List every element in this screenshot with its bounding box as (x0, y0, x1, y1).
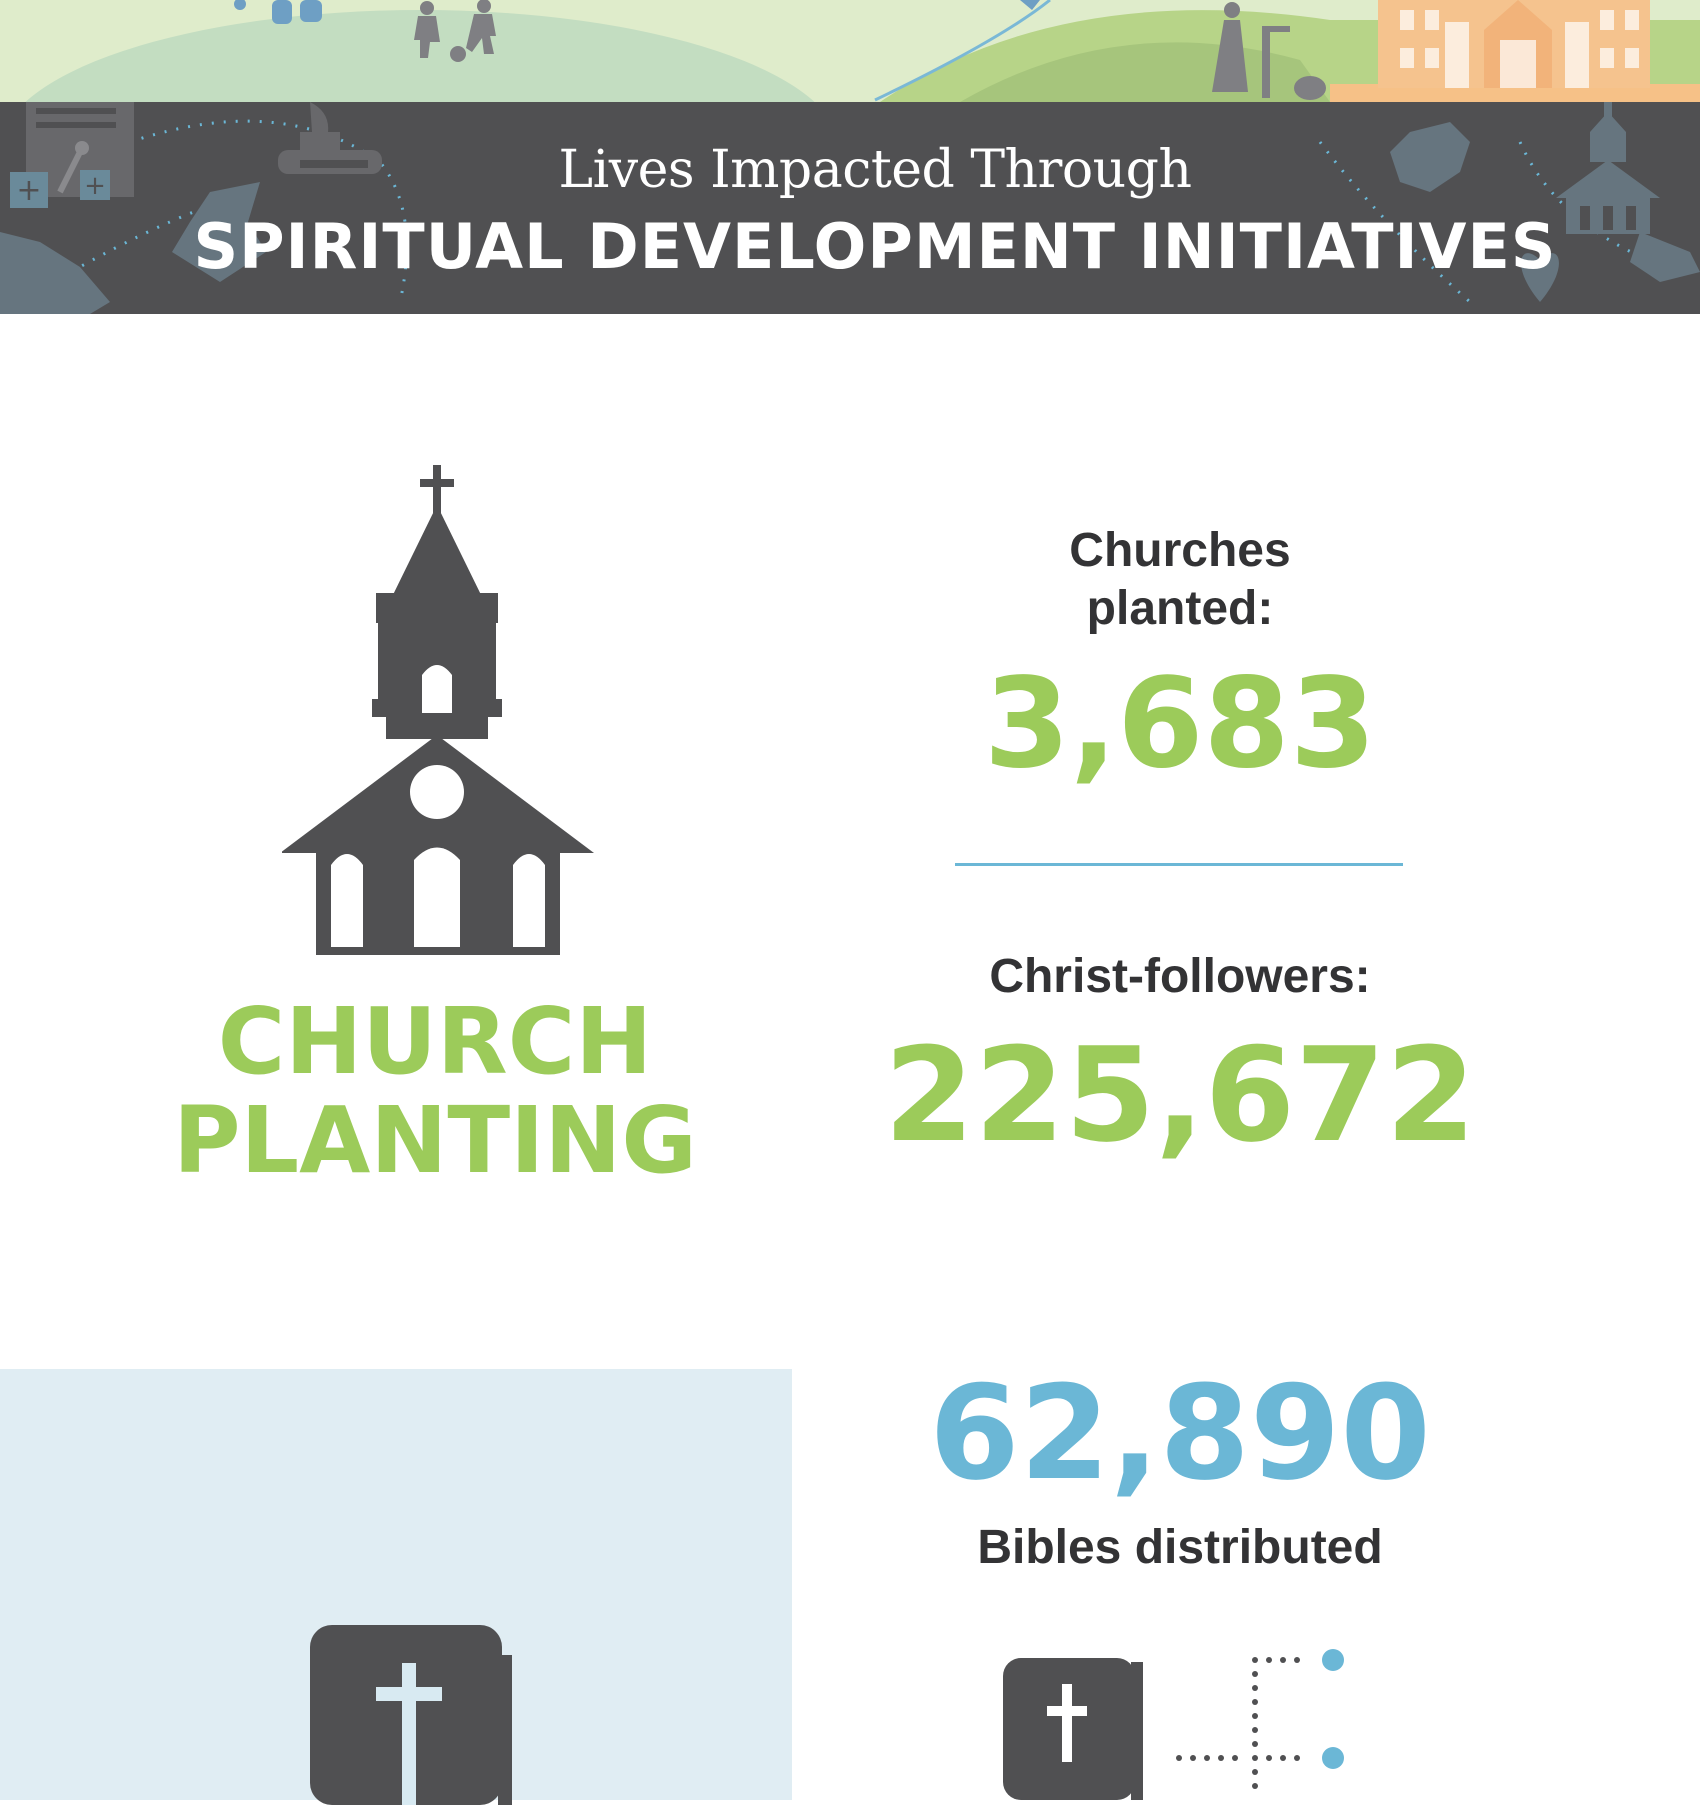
banner-subtitle: Lives Impacted Through (558, 140, 1192, 200)
header-illustration (0, 0, 1700, 102)
family-figures-icon (234, 0, 322, 24)
bibles-distributed-label: Bibles distributed (977, 1521, 1383, 1574)
christ-followers-label: Christ-followers: (989, 950, 1371, 1003)
church-planting-heading-line1: CHURCH (217, 988, 653, 1095)
church-icon (282, 465, 594, 955)
bible-distribution-icon (1003, 1648, 1363, 1800)
christ-followers-value: 225,672 (883, 1019, 1477, 1171)
svg-text:+: + (84, 171, 106, 201)
cathedral-icon (1378, 0, 1650, 88)
churches-planted-label-line1: Churches (1069, 524, 1291, 577)
svg-text:+: + (16, 173, 42, 208)
bibles-distributed-value: 62,890 (929, 1357, 1431, 1509)
banner-title: SPIRITUAL DEVELOPMENT INITIATIVES (193, 210, 1557, 283)
section-banner (0, 102, 1700, 314)
stat-divider (955, 863, 1403, 866)
churches-planted-label-line2: planted: (1086, 582, 1274, 635)
church-planting-heading-line2: PLANTING (173, 1087, 697, 1194)
churches-planted-value: 3,683 (983, 652, 1377, 796)
bible-icon (310, 1625, 530, 1805)
